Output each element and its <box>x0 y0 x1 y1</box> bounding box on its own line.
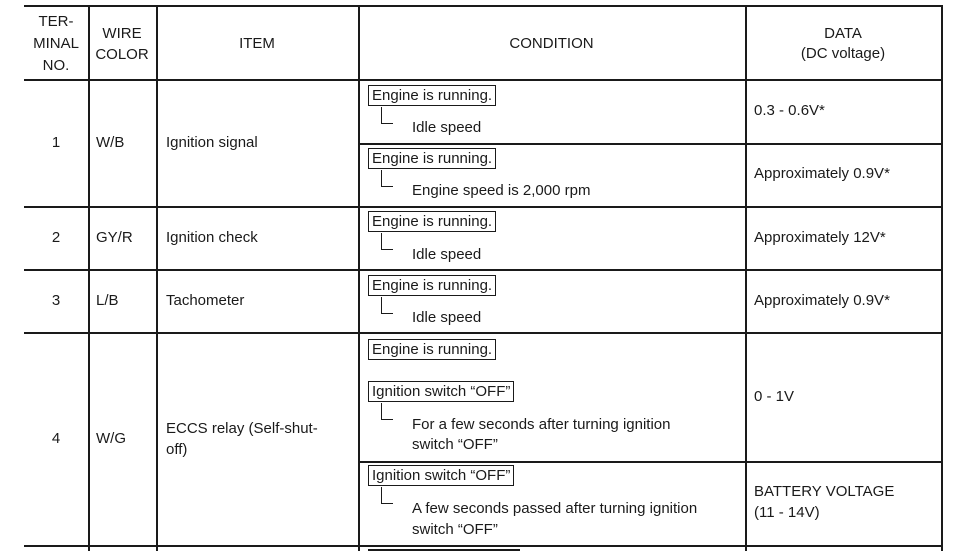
condition-box: Ignition switch “OFF” <box>368 465 514 486</box>
header-wire-line: COLOR <box>95 46 149 63</box>
data-value: (11 - 14V) <box>754 504 820 521</box>
wire-color: W/B <box>96 134 125 151</box>
condition-branch <box>381 170 393 187</box>
condition-branch <box>381 297 393 314</box>
data-value: Approximately 0.9V* <box>754 292 890 309</box>
header-wire-line: WIRE <box>102 25 142 42</box>
item-name: Ignition check <box>166 229 258 246</box>
condition-branch <box>381 233 393 250</box>
condition-branch <box>381 403 393 420</box>
condition-box: Engine is running. <box>368 211 496 232</box>
data-value: Approximately 0.9V* <box>754 165 890 182</box>
rule-row3-bottom <box>24 332 942 334</box>
header-terminal-line: NO. <box>42 57 70 74</box>
condition-box: Engine is running. <box>368 148 496 169</box>
condition-detail: For a few seconds after turning ignition <box>412 416 671 433</box>
terminal-number: 2 <box>51 229 61 246</box>
rule-top <box>24 5 942 7</box>
header-condition: CONDITION <box>509 35 594 52</box>
rule-col-3 <box>358 5 360 551</box>
condition-branch <box>381 107 393 124</box>
rule-row1-sub <box>358 143 942 145</box>
terminal-number: 4 <box>51 430 61 447</box>
item-name: Tachometer <box>166 292 245 309</box>
item-name: off) <box>166 441 188 458</box>
data-value: BATTERY VOLTAGE <box>754 483 895 500</box>
header-terminal-line: MINAL <box>33 35 79 52</box>
wire-color: L/B <box>96 292 119 309</box>
data-value: 0.3 - 0.6V* <box>754 102 825 119</box>
rule-row2-bottom <box>24 269 942 271</box>
header-data-line: (DC voltage) <box>800 45 886 62</box>
condition-detail: switch “OFF” <box>412 436 498 453</box>
rule-col-2 <box>156 5 158 551</box>
item-name: Ignition signal <box>166 134 258 151</box>
item-name: ECCS relay (Self-shut- <box>166 420 318 437</box>
rule-row4-sub <box>358 461 942 463</box>
header-terminal-line: TER- <box>38 13 74 30</box>
terminal-number: 1 <box>51 134 61 151</box>
rule-right <box>941 5 943 551</box>
condition-branch <box>381 487 393 504</box>
condition-box: Ignition switch “OFF” <box>368 381 514 402</box>
rule-header-bottom <box>24 79 942 81</box>
condition-detail: Idle speed <box>412 309 482 326</box>
rule-row4-bottom <box>24 545 942 547</box>
condition-box: Engine is running. <box>368 85 496 106</box>
data-value: Approximately 12V* <box>754 229 886 246</box>
condition-box: Engine is running. <box>368 339 496 360</box>
condition-detail: A few seconds passed after turning ignition <box>412 500 698 517</box>
rule-col-4 <box>745 5 747 551</box>
rule-row1-bottom <box>24 206 942 208</box>
condition-detail: Engine speed is 2,000 rpm <box>412 182 591 199</box>
terminal-number: 3 <box>51 292 61 309</box>
condition-box: Engine is running. <box>368 275 496 296</box>
condition-detail: Idle speed <box>412 246 482 263</box>
condition-detail: Idle speed <box>412 119 482 136</box>
condition-detail: switch “OFF” <box>412 521 498 538</box>
wire-color: GY/R <box>96 229 133 246</box>
header-data-line: DATA <box>824 25 862 42</box>
header-item: ITEM <box>239 35 275 52</box>
rule-col-1 <box>88 5 90 551</box>
wire-color: W/G <box>96 430 126 447</box>
data-value: 0 - 1V <box>754 388 795 405</box>
